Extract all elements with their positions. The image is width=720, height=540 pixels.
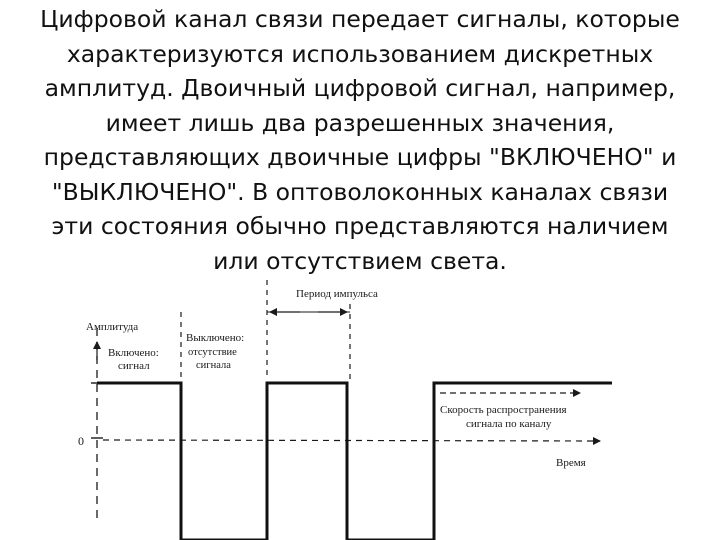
paragraph-line-3: амплитуд. Двоичный цифровой сигнал, например, xyxy=(44,74,676,102)
off-label-line2: отсутствие xyxy=(188,347,237,358)
paragraph-line-1: Цифровой канал связи передает сигналы, которые xyxy=(40,5,680,33)
on-label-line2: сигнал xyxy=(118,360,150,372)
speed-label-line2: сигнала по каналу xyxy=(466,418,552,430)
off-label-line1: Выключено: xyxy=(186,332,245,344)
paragraph-line-5: представляющих двоичные цифры "ВКЛЮЧЕНО" и xyxy=(43,143,677,171)
speed-label-line1: Скорость распространения xyxy=(440,404,567,416)
amplitude-label: Амплитуда xyxy=(86,321,139,333)
period-label: Период импульса xyxy=(296,288,378,300)
paragraph-line-6: "ВЫКЛЮЧЕНО". В оптоволоконных каналах связи xyxy=(51,177,669,206)
paragraph-line-8: или отсутствием света. xyxy=(213,246,507,275)
time-axis xyxy=(103,440,600,441)
on-label-line1: Включено: xyxy=(108,347,159,359)
zero-label: 0 xyxy=(78,434,84,448)
paragraph-line-7: эти состояния обычно представляются наличием xyxy=(51,212,669,240)
off-label-line3: сигнала xyxy=(196,360,231,371)
paragraph-line-4: имеет лишь два разрешенных значения, xyxy=(105,108,615,137)
paragraph-line-2: характеризуются использованием дискретных xyxy=(66,39,654,68)
time-label: Время xyxy=(556,457,586,469)
